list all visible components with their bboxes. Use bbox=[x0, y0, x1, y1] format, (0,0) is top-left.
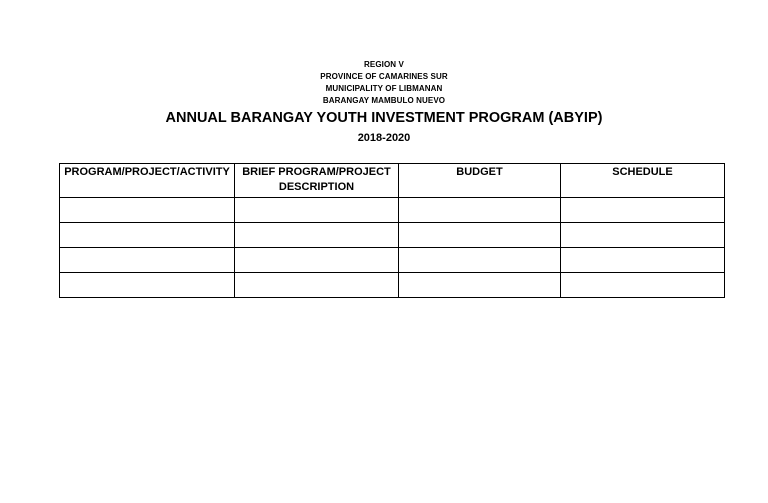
table-cell bbox=[399, 198, 561, 223]
table-cell bbox=[60, 198, 235, 223]
column-header-program: PROGRAM/PROJECT/ACTIVITY bbox=[60, 164, 235, 198]
document-header bbox=[0, 59, 768, 146]
table-cell bbox=[60, 248, 235, 273]
table-cell bbox=[561, 198, 725, 223]
table-row bbox=[60, 223, 725, 248]
column-header-description: BRIEF PROGRAM/PROJECT DESCRIPTION bbox=[235, 164, 399, 198]
table-header-row bbox=[60, 164, 725, 198]
municipality-line: MUNICIPALITY OF LIBMANAN bbox=[325, 84, 443, 93]
table-row bbox=[60, 248, 725, 273]
table-cell bbox=[561, 223, 725, 248]
table-cell bbox=[399, 248, 561, 273]
table-cell bbox=[561, 248, 725, 273]
table-cell bbox=[235, 223, 399, 248]
province-line: PROVINCE OF CAMARINES SUR bbox=[320, 72, 448, 81]
abyip-table bbox=[59, 163, 725, 298]
table-cell bbox=[235, 198, 399, 223]
table-cell bbox=[399, 223, 561, 248]
table-cell bbox=[60, 223, 235, 248]
table-cell bbox=[235, 273, 399, 298]
table-row bbox=[60, 273, 725, 298]
column-header-budget: BUDGET bbox=[399, 164, 561, 198]
abyip-table-container bbox=[59, 163, 725, 298]
document-years: 2018-2020 bbox=[357, 132, 411, 144]
region-line: REGION V bbox=[364, 60, 404, 69]
column-header-schedule: SCHEDULE bbox=[561, 164, 725, 198]
document-title: ANNUAL BARANGAY YOUTH INVESTMENT PROGRAM (ABYIP) bbox=[165, 110, 603, 126]
table-row bbox=[60, 198, 725, 223]
table-cell bbox=[60, 273, 235, 298]
table-cell bbox=[399, 273, 561, 298]
table-cell bbox=[235, 248, 399, 273]
barangay-line: BARANGAY MAMBULO NUEVO bbox=[322, 96, 446, 105]
table-cell bbox=[561, 273, 725, 298]
